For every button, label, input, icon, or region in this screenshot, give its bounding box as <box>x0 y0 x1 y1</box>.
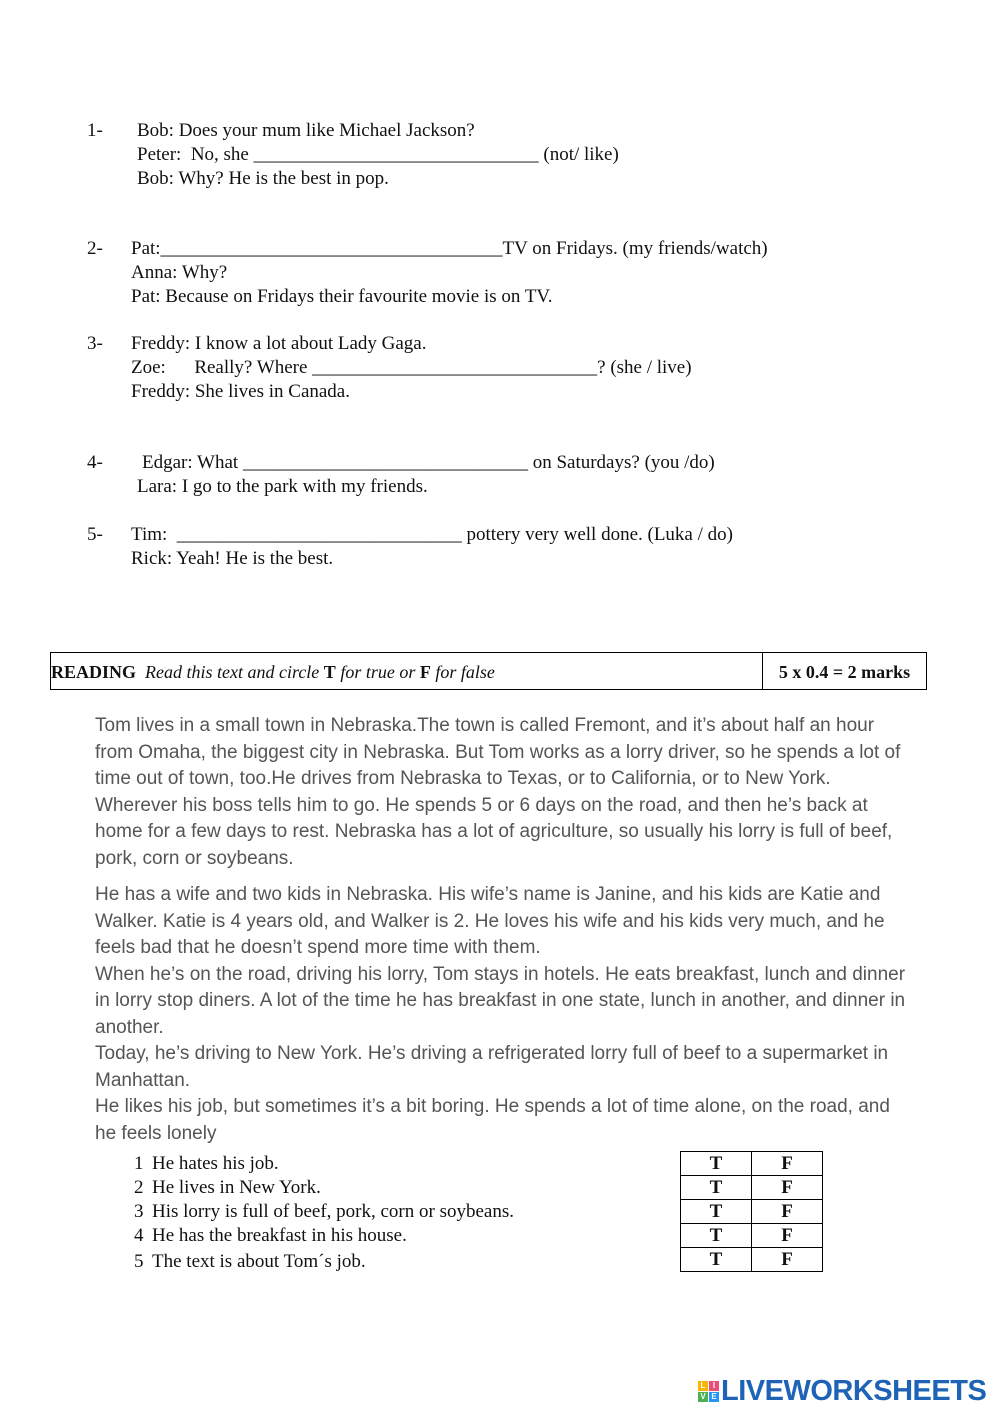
question-item <box>134 1251 366 1273</box>
badge-letter: E <box>709 1392 719 1402</box>
liveworksheets-logo <box>698 1376 986 1406</box>
passage-paragraph: He has a wife and two kids in Nebraska. His wife’s name is Janine, and his kids are Katie and Walker. Katie is 4 years old, and Walker is 2. He loves his wife and his kids very much, and he feels bad that he doesn’t spend more time with them. <box>95 884 885 958</box>
question-number: 4 <box>134 1225 144 1246</box>
dialogue-line: Bob: Does your mum like Michael Jackson? <box>137 120 475 141</box>
true-option[interactable]: T <box>681 1224 752 1248</box>
dialogue-line-blank[interactable]: Zoe: Really? Where ______________________________? (she / live) <box>131 357 692 378</box>
dialogue-line-blank[interactable]: Pat:____________________________________TV on Fridays. (my friends/watch) <box>131 238 768 259</box>
question-text: His lorry is full of beef, pork, corn or soybeans. <box>152 1201 514 1222</box>
passage-paragraph: He likes his job, but sometimes it’s a bit boring. He spends a lot of time alone, on the road, and he feels lonely <box>95 1096 890 1144</box>
question-text: He hates his job. <box>152 1153 279 1174</box>
question-item <box>134 1225 407 1247</box>
true-option[interactable]: T <box>681 1152 752 1176</box>
instruction-part: for true or <box>340 662 416 682</box>
question-number: 3 <box>134 1201 144 1222</box>
dialogue-line: Rick: Yeah! He is the best. <box>131 548 334 569</box>
table-row <box>681 1224 823 1248</box>
question-number: 2 <box>134 1177 144 1198</box>
question-text: He has the breakfast in his house. <box>152 1225 407 1246</box>
dialogue-line: Freddy: She lives in Canada. <box>131 381 350 402</box>
question-item <box>134 1201 514 1223</box>
badge-letter: L <box>698 1381 708 1391</box>
false-option[interactable]: F <box>752 1152 823 1176</box>
instruction-part: Read this text and circle <box>145 662 320 682</box>
reading-instruction <box>51 653 763 689</box>
badge-letter: V <box>698 1392 708 1402</box>
question-text: He lives in New York. <box>152 1177 321 1198</box>
reading-heading: READING <box>51 662 137 682</box>
dialogue-line-blank[interactable]: Peter: No, she ______________________________ (not/ like) <box>137 144 619 165</box>
exercise-number: 2- <box>87 238 103 259</box>
true-option[interactable]: T <box>681 1200 752 1224</box>
dialogue-line-blank[interactable]: Edgar: What ______________________________ on Saturdays? (you /do) <box>142 452 715 473</box>
passage-paragraph: Tom lives in a small town in Nebraska.The town is called Fremont, and it’s about half an hour from Omaha, the biggest city in Nebraska. But Tom works as a lorry driver, so he spends a lot of time out of town, too.He drives from Nebraska to Texas, or to California, or to New York. Wherever his boss tells him to go. He spends 5 or 6 days on the road, and then he’s back at home for a few days to rest. Nebraska has a lot of agriculture, so usually his lorry is full of beef, pork, corn or soybeans. <box>95 715 901 869</box>
dialogue-line: Lara: I go to the park with my friends. <box>137 476 428 497</box>
false-option[interactable]: F <box>752 1200 823 1224</box>
dialogue-line: Bob: Why? He is the best in pop. <box>137 168 389 189</box>
reading-header-box <box>50 652 927 690</box>
false-option[interactable]: F <box>752 1176 823 1200</box>
dialogue-line: Freddy: I know a lot about Lady Gaga. <box>131 333 427 354</box>
true-false-table <box>680 1151 823 1272</box>
question-number: 5 <box>134 1251 144 1272</box>
exercise-number: 3- <box>87 333 103 354</box>
logo-text: LIVEWORKSHEETS <box>721 1374 987 1407</box>
passage-paragraph: Today, he’s driving to New York. He’s driving a refrigerated lorry full of beef to a supermarket in Manhattan. <box>95 1043 889 1091</box>
table-row <box>681 1248 823 1272</box>
table-row <box>681 1152 823 1176</box>
instruction-part: for false <box>435 662 495 682</box>
table-row <box>681 1200 823 1224</box>
true-letter: T <box>323 662 336 682</box>
marks-label: 5 x 0.4 = 2 marks <box>778 662 911 682</box>
true-option[interactable]: T <box>681 1248 752 1272</box>
false-letter: F <box>419 662 431 682</box>
dialogue-line: Pat: Because on Fridays their favourite movie is on TV. <box>131 286 553 307</box>
false-option[interactable]: F <box>752 1248 823 1272</box>
logo-badge-icon <box>698 1381 719 1402</box>
reading-passage <box>95 713 915 1147</box>
badge-letter: I <box>709 1381 719 1391</box>
question-item <box>134 1177 321 1199</box>
exercise-number: 5- <box>87 524 103 545</box>
dialogue-line-blank[interactable]: Tim: ______________________________ pottery very well done. (Luka / do) <box>131 524 733 545</box>
false-option[interactable]: F <box>752 1224 823 1248</box>
question-number: 1 <box>134 1153 144 1174</box>
dialogue-line: Anna: Why? <box>131 262 228 283</box>
exercise-number: 1- <box>87 120 103 141</box>
question-text: The text is about Tom´s job. <box>152 1251 366 1272</box>
passage-paragraph: When he’s on the road, driving his lorry, Tom stays in hotels. He eats breakfast, lunch and dinner in lorry stop diners. A lot of the time he has breakfast in one state, lunch in another, and dinner in another. <box>95 963 906 1038</box>
table-row <box>681 1176 823 1200</box>
question-item <box>134 1153 279 1175</box>
true-option[interactable]: T <box>681 1176 752 1200</box>
exercise-number: 4- <box>87 452 103 473</box>
